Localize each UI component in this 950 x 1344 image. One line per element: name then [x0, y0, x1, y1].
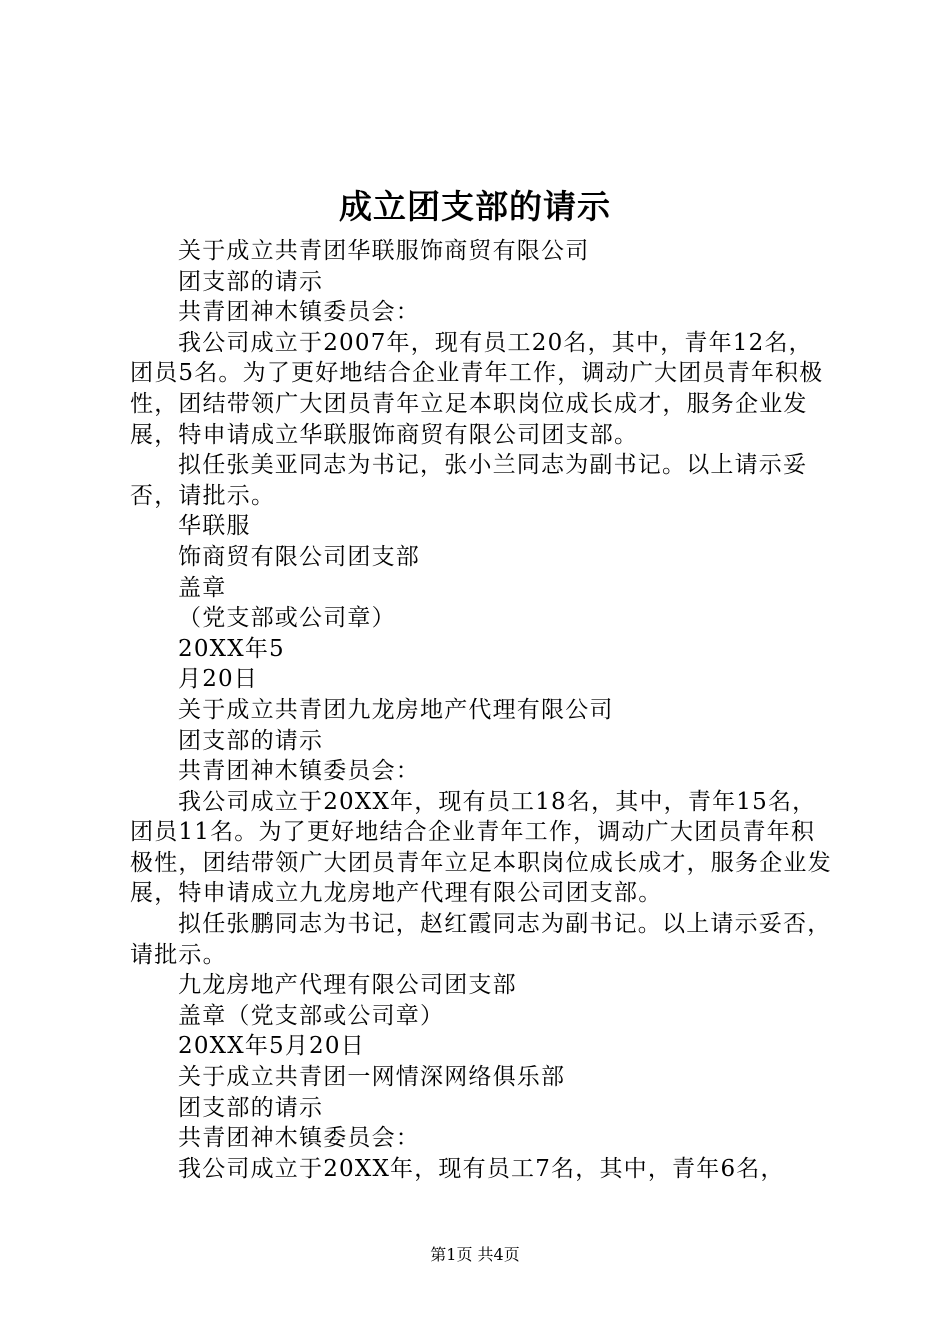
paragraph: 20XX年5 — [178, 635, 285, 662]
paragraph: 团支部的请示 — [178, 268, 324, 295]
paragraph: 20XX年5月20日 — [178, 1033, 365, 1060]
paragraph: 关于成立共青团华联服饰商贸有限公司 — [178, 238, 590, 264]
paragraph: 盖章 — [178, 574, 227, 601]
paragraph: 共青团神木镇委员会： — [178, 299, 420, 326]
paragraph: 饰商贸有限公司团支部 — [178, 543, 420, 570]
paragraph: （党支部或公司章） — [178, 605, 396, 632]
page-footer: 第1页 共4页 — [430, 1245, 520, 1264]
paragraph: 华联服 — [178, 513, 251, 540]
paragraph: 我公司成立于20XX年，现有员工7名，其中，青年6名， — [178, 1155, 785, 1182]
paragraph: 九龙房地产代理有限公司团支部 — [178, 972, 517, 999]
paragraph: 关于成立共青团一网情深网络俱乐部 — [178, 1064, 566, 1091]
paragraph: 团支部的请示 — [178, 1094, 324, 1121]
paragraph: 拟任张鹏同志为书记，赵红霞同志为副书记。以上请示妥否，请批示。 — [130, 911, 832, 968]
paragraph: 关于成立共青团九龙房地产代理有限公司 — [178, 696, 614, 723]
paragraph: 共青团神木镇委员会： — [178, 758, 420, 785]
paragraph: 团支部的请示 — [178, 727, 324, 754]
paragraph: 我公司成立于20XX年，现有员工18名，其中，青年15名，团员11名。为了更好地结合企业青年工作，调动广大团员青年积极性，团结带领广大团员青年立足本职岗位成长成才，服务企业发展，特申请成立九龙房地产代理有限公司团支部。 — [130, 788, 832, 907]
document-title: 成立团支部的请示 — [339, 187, 611, 226]
document-body — [130, 236, 835, 1184]
paragraph: 我公司成立于2007年，现有员工20名，其中，青年12名，团员5名。为了更好地结合企业青年工作，调动广大团员青年积极性，团结带领广大团员青年立足本职岗位成长成才，服务企业发展，特申请成立华联服饰商贸有限公司团支部。 — [130, 329, 824, 448]
paragraph: 拟任张美亚同志为书记，张小兰同志为副书记。以上请示妥否，请批示。 — [130, 452, 808, 509]
paragraph: 盖章（党支部或公司章） — [178, 1002, 445, 1029]
paragraph: 共青团神木镇委员会： — [178, 1125, 420, 1152]
paragraph: 月20日 — [178, 666, 259, 693]
